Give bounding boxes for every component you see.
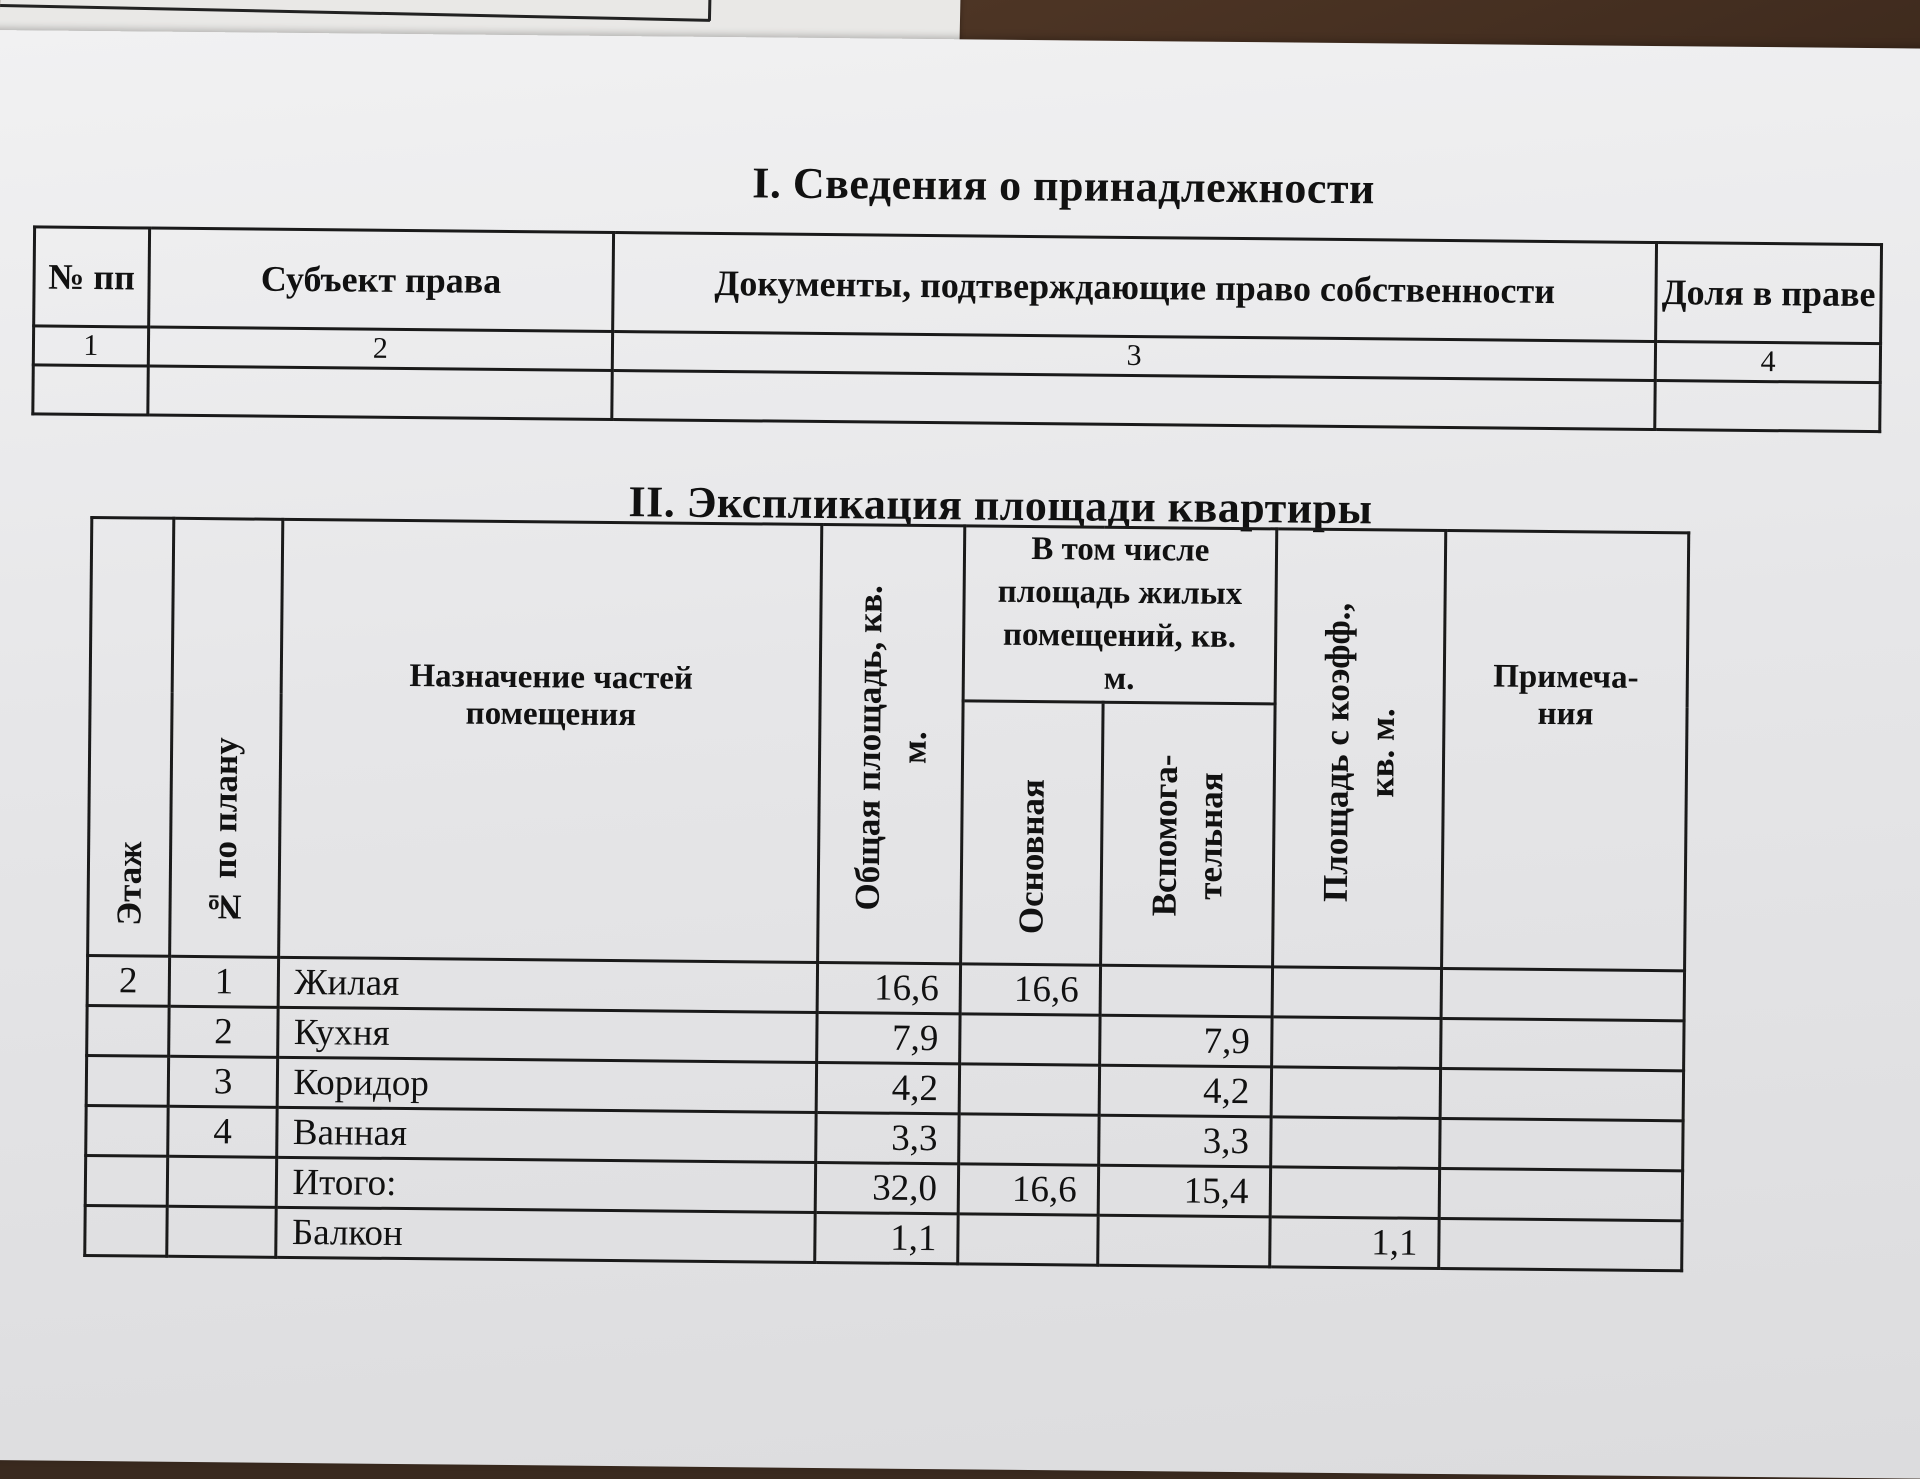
cell-floor — [85, 1205, 167, 1256]
cell-purpose: Балкон — [276, 1207, 815, 1262]
table-cell — [612, 370, 1656, 429]
column-number: 3 — [612, 331, 1656, 380]
cell-notes — [1441, 1018, 1684, 1070]
cell-auxiliary-area: 7,9 — [1099, 1015, 1271, 1067]
header-coef-area: Площадь с коэфф., кв. м. — [1272, 529, 1446, 969]
cell-auxiliary-area: 4,2 — [1099, 1065, 1271, 1117]
cell-purpose: Итого: — [277, 1157, 816, 1212]
section-2-title: II. Экспликация площади квартиры — [628, 477, 1373, 534]
cell-main-area — [958, 1214, 1098, 1265]
cell-purpose: Жилая — [279, 957, 818, 1012]
header-living-area-group: В том числе площадь жилых помещений, кв. м. — [963, 526, 1276, 704]
cell-notes — [1440, 1118, 1683, 1170]
cell-auxiliary-area: 15,4 — [1098, 1165, 1270, 1217]
column-number: 2 — [148, 327, 613, 370]
cell-floor — [87, 1005, 169, 1056]
underlying-table-line — [0, 4, 710, 22]
cell-main-area — [960, 1014, 1100, 1065]
table-cell — [1655, 381, 1880, 432]
header-auxiliary-area: Вспомога-тельная — [1100, 702, 1274, 967]
header-row-number: № пп — [34, 227, 150, 327]
header-subject: Субъект права — [148, 228, 613, 331]
cell-floor — [86, 1055, 168, 1106]
underlying-table-line — [708, 0, 712, 21]
cell-plan-number: 2 — [168, 1006, 278, 1057]
cell-auxiliary-area — [1100, 965, 1272, 1017]
cell-floor: 2 — [87, 955, 169, 1006]
header-purpose: Назначение частей помещения — [279, 519, 822, 962]
cell-plan-number — [167, 1156, 277, 1207]
cell-purpose: Коридор — [278, 1057, 817, 1112]
cell-total-area: 1,1 — [815, 1212, 958, 1263]
cell-floor — [86, 1105, 168, 1156]
cell-plan-number: 1 — [169, 956, 279, 1007]
cell-total-area: 32,0 — [815, 1162, 958, 1213]
cell-plan-number — [167, 1206, 277, 1257]
cell-purpose: Ванная — [277, 1107, 816, 1162]
header-floor: Этаж — [88, 517, 174, 956]
header-documents: Документы, подтверждающие право собственности — [613, 232, 1657, 341]
area-explication-table — [83, 516, 1690, 1272]
cell-total-area: 4,2 — [816, 1062, 959, 1113]
cell-plan-number: 3 — [168, 1056, 278, 1107]
header-plan-number: № по плану — [169, 518, 283, 957]
document-page — [0, 30, 1920, 1479]
cell-purpose: Кухня — [278, 1007, 817, 1062]
cell-coef-area — [1272, 967, 1442, 1019]
cell-floor — [85, 1155, 167, 1206]
cell-main-area: 16,6 — [960, 964, 1100, 1015]
cell-notes — [1439, 1218, 1682, 1270]
header-main-area: Основная — [961, 701, 1103, 966]
cell-notes — [1439, 1168, 1682, 1220]
header-notes: Примеча-ния — [1442, 530, 1689, 970]
header-total-area: Общая площадь, кв. м. — [818, 525, 965, 964]
cell-notes — [1440, 1068, 1683, 1120]
cell-total-area: 7,9 — [817, 1012, 960, 1063]
cell-total-area: 16,6 — [817, 962, 960, 1013]
column-number: 1 — [33, 326, 148, 366]
section-1-title: I. Сведения о принадлежности — [752, 158, 1376, 214]
cell-coef-area: 1,1 — [1269, 1217, 1439, 1269]
cell-main-area — [959, 1114, 1099, 1165]
header-share: Доля в праве — [1656, 243, 1882, 344]
cell-auxiliary-area — [1098, 1215, 1270, 1267]
cell-notes — [1441, 968, 1684, 1020]
cell-coef-area — [1271, 1017, 1441, 1069]
cell-coef-area — [1270, 1167, 1440, 1219]
ownership-table — [31, 225, 1883, 433]
cell-plan-number: 4 — [168, 1106, 278, 1157]
column-number: 4 — [1655, 342, 1880, 383]
cell-auxiliary-area: 3,3 — [1098, 1115, 1270, 1167]
document-content — [34, 125, 1884, 1264]
table-cell — [33, 365, 148, 415]
cell-coef-area — [1271, 1067, 1441, 1119]
cell-main-area: 16,6 — [958, 1164, 1098, 1215]
table-cell — [148, 366, 613, 419]
explication-header-row — [90, 517, 1689, 707]
cell-main-area — [959, 1064, 1099, 1115]
ownership-header-row — [34, 227, 1882, 344]
cell-coef-area — [1270, 1117, 1440, 1169]
cell-total-area: 3,3 — [816, 1112, 959, 1163]
